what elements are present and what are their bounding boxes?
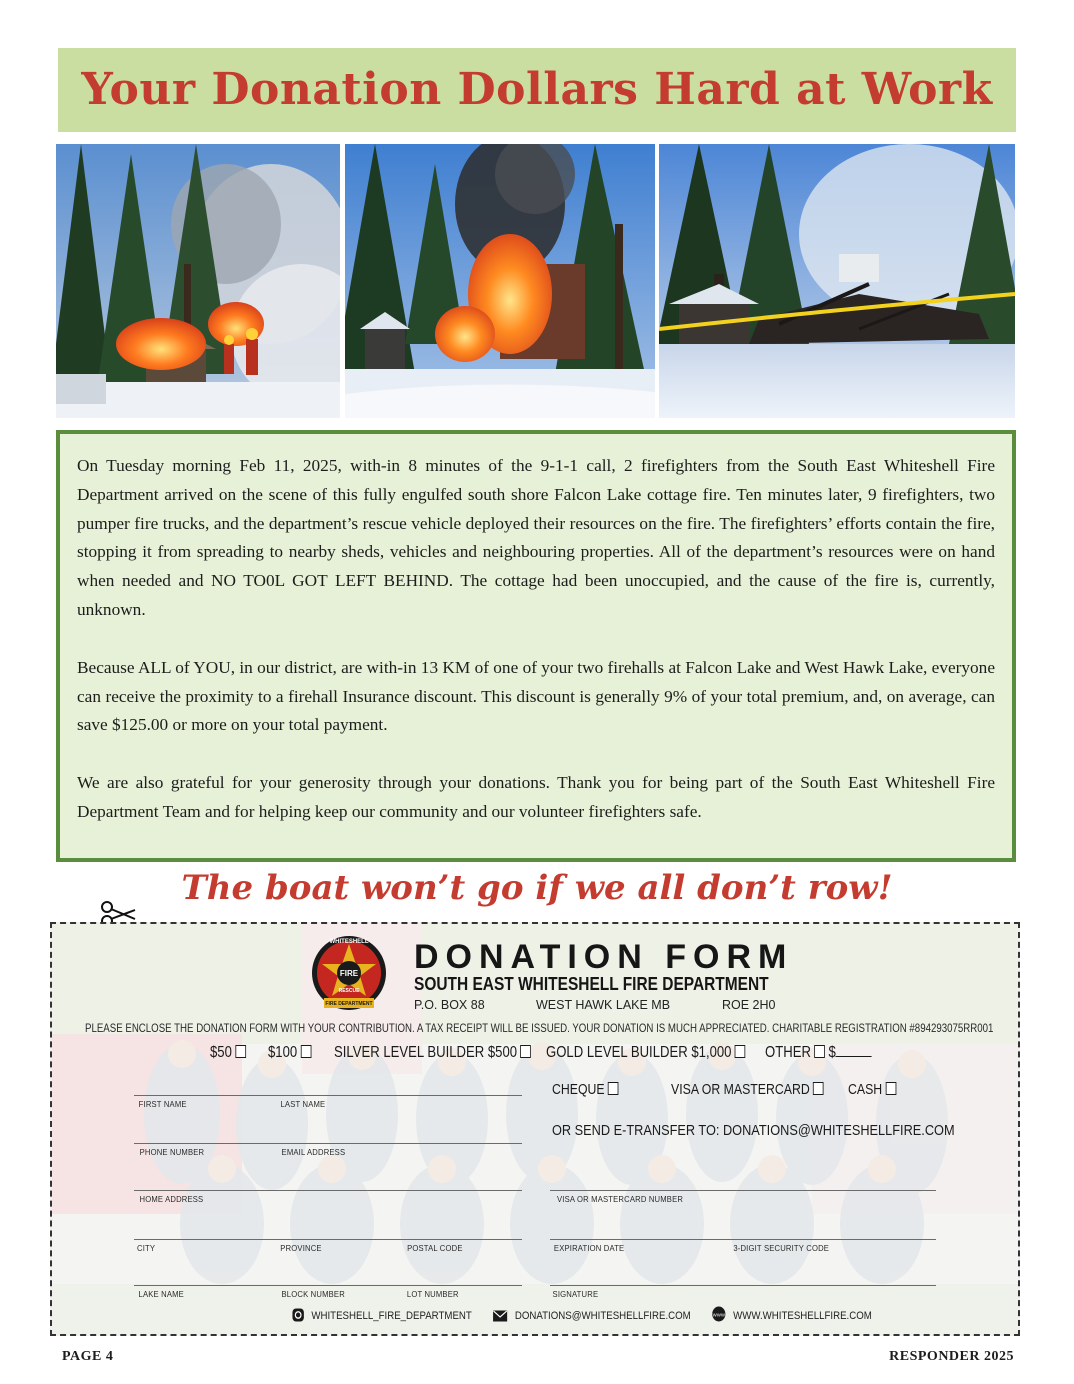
payment-option-card[interactable]: [671, 1081, 824, 1098]
logo-top-text: WHITESHELL: [329, 939, 369, 945]
story-box: [56, 430, 1016, 862]
form-notice: PLEASE ENCLOSE THE DONATION FORM WITH YOUR CONTRIBUTION. A TAX RECEIPT WILL BE ISSUED. YOUR DONATION IS MUCH APPRECIATED. CHARITABLE REGISTRATION #894293075RR001: [85, 1022, 994, 1035]
checkbox[interactable]: [735, 1045, 746, 1058]
burned-cottage-aftermath-photo: [659, 144, 1015, 418]
home-address-label: HOME ADDRESS: [139, 1194, 204, 1204]
page-number: PAGE 4: [62, 1349, 114, 1364]
story-paragraph: Because ALL of YOU, in our district, are with-in 13 KM of one of your two firehalls at Falcon Lake and West Hawk Lake, everyone can receive the proximity to a firehall Insurance discount. This discount is generally 9% of your total premium, and, on average, can save $125.00 or more on your total payment.: [77, 657, 995, 735]
amount-option-silver[interactable]: [334, 1044, 531, 1062]
contact-email[interactable]: DONATIONS@WHITESHELLFIRE.COM: [514, 1310, 691, 1322]
checkbox[interactable]: [885, 1082, 896, 1095]
city-line[interactable]: [134, 1239, 522, 1240]
amount-option-100[interactable]: [268, 1044, 311, 1062]
contact-line[interactable]: [134, 1143, 522, 1144]
form-contacts: [292, 1306, 872, 1325]
instagram-handle[interactable]: WHITESHELL_FIRE_DEPARTMENT: [311, 1310, 472, 1322]
payment-option-label: CASH: [848, 1081, 883, 1098]
story-paragraph: On Tuesday morning Feb 11, 2025, with-in 8 minutes of the 9-1-1 call, 2 firefighters from the South East Whiteshell Fire Department arrived on the scene of this fully engulfed south shore Falcon Lake cottage fire. Ten minutes later, 9 firefighters, two pumper fire trucks, and the department’s rescue vehicle deployed their resources on the fire. The firefighters’ efforts contain the fire, stopping it from spreading to nearby sheds, vehicles and neighbouring properties. All of the department’s resources were on hand when needed and NO TO0L GOT LEFT BEHIND. The cottage had been unoccupied, and the cause of the fire is, currently, unknown.: [77, 456, 995, 619]
lake-line[interactable]: [134, 1285, 522, 1286]
card-number-label: VISA OR MASTERCARD NUMBER: [557, 1194, 684, 1204]
expiration-line[interactable]: [550, 1239, 936, 1240]
instagram-icon: [292, 1308, 304, 1325]
payment-option-label: VISA OR MASTERCARD: [671, 1081, 810, 1098]
etransfer-note: OR SEND E-TRANSFER TO: DONATIONS@WHITESHELLFIRE.COM: [552, 1122, 955, 1139]
checkbox[interactable]: [235, 1045, 246, 1058]
fire-department-logo: [310, 934, 388, 1012]
name-line[interactable]: [134, 1095, 522, 1096]
page-title: Your Donation Dollars Hard at Work: [81, 64, 993, 115]
checkbox[interactable]: [300, 1045, 311, 1058]
phone-label: PHONE NUMBER: [139, 1147, 205, 1157]
email-icon: [493, 1310, 508, 1325]
email-label: EMAIL ADDRESS: [281, 1147, 346, 1157]
city-label: CITY: [137, 1243, 156, 1253]
department-name: SOUTH EAST WHITESHELL FIRE DEPARTMENT: [414, 974, 769, 994]
amount-option-50[interactable]: [210, 1044, 246, 1062]
amount-option-label: $50: [210, 1044, 232, 1061]
expiration-label: EXPIRATION DATE: [553, 1243, 625, 1253]
postal-code-label: POSTAL CODE: [407, 1243, 463, 1253]
home-address-line[interactable]: [134, 1190, 522, 1191]
security-code-label: 3-DIGIT SECURITY CODE: [733, 1243, 830, 1253]
logo-bottom-text: RESCUE: [338, 988, 360, 994]
logo-ribbon-text: FIRE DEPARTMENT: [325, 1001, 373, 1007]
amount-option-label: OTHER: [765, 1044, 811, 1061]
checkbox[interactable]: [608, 1082, 619, 1095]
checkbox[interactable]: [813, 1082, 824, 1095]
donation-form: [50, 922, 1020, 1336]
province-label: PROVINCE: [280, 1243, 322, 1253]
town: WEST HAWK LAKE MB: [536, 998, 671, 1012]
logo-middle-text: FIRE: [339, 969, 359, 978]
card-number-line[interactable]: [550, 1190, 936, 1191]
cottage-engulfed-flames-photo: [345, 144, 655, 418]
other-amount-input[interactable]: [836, 1044, 872, 1057]
lot-number-label: LOT NUMBER: [406, 1289, 459, 1299]
other-amount-prefix: $: [828, 1044, 836, 1061]
amount-option-other[interactable]: [765, 1044, 872, 1062]
signature-label: SIGNATURE: [552, 1289, 599, 1299]
payment-option-cash[interactable]: [848, 1081, 896, 1098]
postal-code: ROE 2H0: [722, 998, 776, 1012]
story-paragraph: We are also grateful for your generosity through your donations. Thank you for being part of the South East Whiteshell Fire Department Team and for helping keep our community and our volunteer firefighters safe.: [77, 773, 995, 821]
globe-icon: [712, 1306, 726, 1325]
first-name-label: FIRST NAME: [138, 1099, 187, 1109]
amount-option-label: GOLD LEVEL BUILDER $1,000: [546, 1044, 732, 1061]
checkbox[interactable]: [520, 1045, 531, 1058]
lake-name-label: LAKE NAME: [138, 1289, 184, 1299]
cottage-fire-firefighters-photo: [56, 144, 340, 418]
payment-option-label: CHEQUE: [552, 1081, 605, 1098]
amount-option-gold[interactable]: [546, 1044, 745, 1062]
signature-line[interactable]: [550, 1285, 936, 1286]
amount-option-label: $100: [268, 1044, 298, 1061]
form-title: DONATION FORM: [414, 938, 794, 976]
website-link[interactable]: WWW.WHITESHELLFIRE.COM: [733, 1310, 872, 1322]
block-number-label: BLOCK NUMBER: [281, 1289, 345, 1299]
amount-option-label: SILVER LEVEL BUILDER $500: [334, 1044, 518, 1061]
issue-name: RESPONDER 2025: [889, 1349, 1014, 1364]
checkbox[interactable]: [814, 1045, 825, 1058]
title-banner: [58, 48, 1016, 132]
po-box: P.O. BOX 88: [414, 998, 485, 1012]
last-name-label: LAST NAME: [280, 1099, 326, 1109]
slogan: The boat won’t go if we all don’t row!: [181, 868, 893, 908]
payment-option-cheque[interactable]: [552, 1081, 619, 1098]
globe-icon-label: WWW: [712, 1312, 726, 1318]
